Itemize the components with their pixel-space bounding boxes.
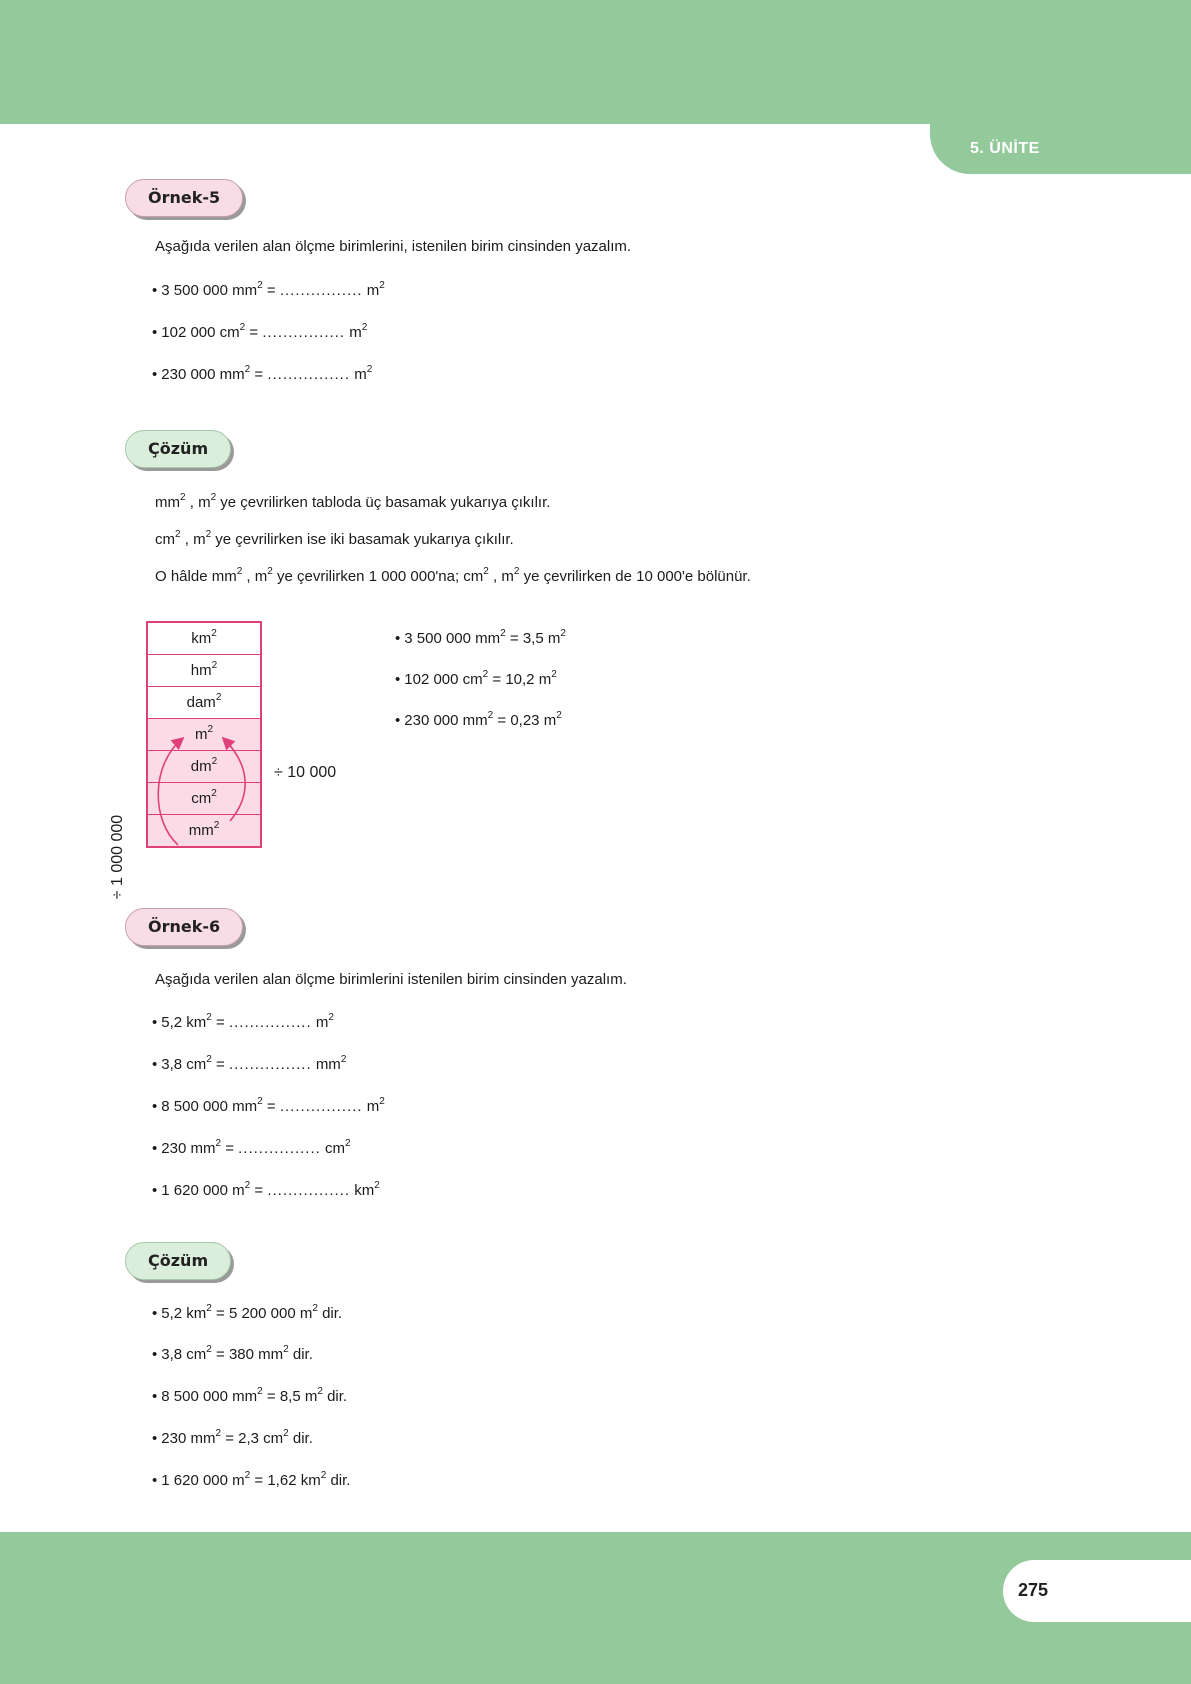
unit-cell-km: $km^2$	[148, 623, 260, 654]
page-number: 275	[1017, 1580, 1049, 1600]
unit-cell-mm: $mm^2$	[148, 814, 260, 846]
example-6-item: • 1 620 000 $m^2$ = ................ $km^2$	[152, 1180, 380, 1199]
arrow-mm-to-m	[158, 739, 182, 845]
solution-5-line: O hâlde $mm^2$ , $m^2$ ye çevrilirken 1 000 000'na; $cm^2$ , $m^2$ ye çevrilirken de 10 000'e bölünür.	[155, 566, 751, 585]
unit-cell-hm: $hm^2$	[148, 654, 260, 686]
example-5-label-text: Örnek-5	[148, 188, 221, 207]
example-6-item: • 8 500 000 $mm^2$ = ................ $m^2$	[152, 1096, 385, 1115]
unit-cell-cm: $cm^2$	[148, 782, 260, 814]
example-5-instruction: Aşağıda verilen alan ölçme birimlerini, istenilen birim cinsinden yazalım.	[155, 238, 632, 255]
header-band	[0, 0, 1191, 124]
solution-5-label	[125, 430, 231, 468]
solution-6-label-text: Çözüm	[148, 1251, 209, 1270]
unit-cell-dam: dam$^2$	[148, 686, 260, 718]
solution-6-result: • 1 620 000 $m^2 = 1,62$ $km^2$ dir.	[152, 1470, 351, 1489]
example-5-item: • 3 500 000 $mm^2$ = ................ $m^2$	[152, 280, 385, 299]
conversion-arrows	[146, 725, 262, 855]
divide-1000000-text: ÷ 1 000 000	[109, 814, 126, 900]
example-6-item: • 5,2 $km^2$ = ................ $m^2$	[152, 1012, 334, 1031]
example-6-label	[125, 908, 243, 946]
example-6-instruction: Aşağıda verilen alan ölçme birimlerini istenilen birim cinsinden yazalım.	[155, 971, 627, 988]
solution-6-result: • 3,8 $cm^2 = 380$ $mm^2$ dir.	[152, 1344, 313, 1363]
solution-5-result: • 102 000 $cm^2 = 10,2$ $m^2$	[395, 669, 557, 688]
unit-cell-m: $m^2$	[148, 718, 260, 750]
solution-6-result: • 230 $mm^2 = 2,3$ $cm^2$ dir.	[152, 1428, 313, 1447]
solution-5-line: $cm^2$ , $m^2$ ye çevrilirken ise iki basamak yukarıya çıkılır.	[155, 529, 514, 548]
solution-5-line: $mm^2$ , $m^2$ ye çevrilirken tabloda üç basamak yukarıya çıkılır.	[155, 492, 551, 511]
solution-5-label-text: Çözüm	[148, 439, 209, 458]
example-5-label	[125, 179, 243, 217]
example-6-item: • 230 $mm^2$ = ................ $cm^2$	[152, 1138, 351, 1157]
solution-6-result: • 5,2 $km^2 = 5$ 200 000 $m^2$ dir.	[152, 1303, 343, 1322]
solution-6-label	[125, 1242, 231, 1280]
example-5-item: • 102 000 $cm^2$ = ................ $m^2$	[152, 322, 368, 341]
example-6-label-text: Örnek-6	[148, 917, 221, 936]
divide-10000-label: ÷ 10 000	[274, 764, 337, 781]
arrow-cm-to-m	[224, 739, 245, 821]
unit-label: 5. ÜNİTE	[970, 140, 1040, 157]
solution-5-result: • 3 500 000 $mm^2 = 3,5$ $m^2$	[395, 628, 566, 647]
solution-6-result: • 8 500 000 $mm^2 = 8,5$ $m^2$ dir.	[152, 1386, 348, 1405]
example-5-item: • 230 000 $mm^2$ = ................ $m^2$	[152, 364, 373, 383]
unit-cell-dm: $dm^2$	[148, 750, 260, 782]
example-6-item: • 3,8 $cm^2$ = ................ $mm^2$	[152, 1054, 347, 1073]
solution-5-result: • 230 000 $mm^2 = 0,23$ $m^2$	[395, 710, 562, 729]
